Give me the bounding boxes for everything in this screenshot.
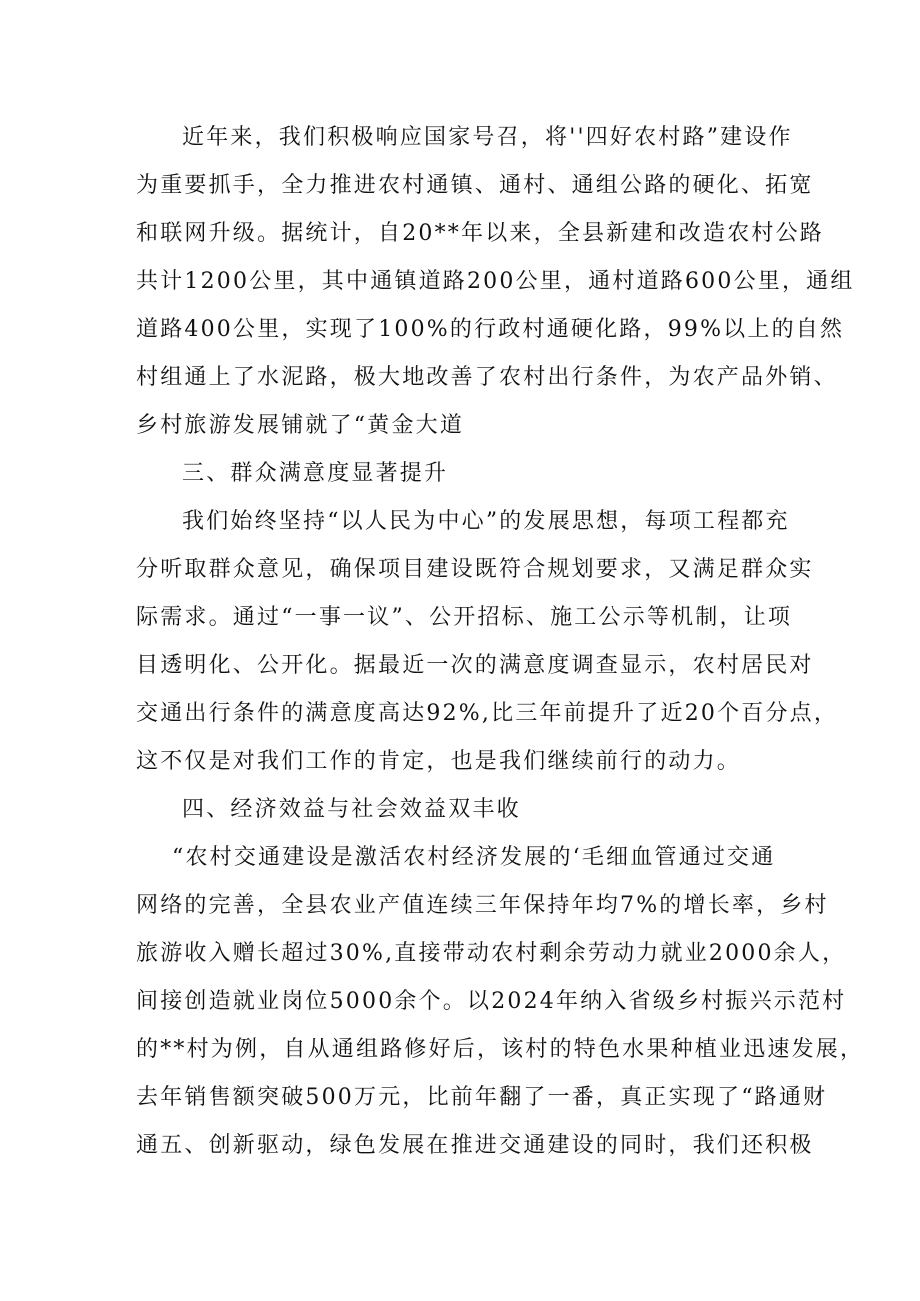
section-heading-4: 四、经济效益与社会效益双丰收 bbox=[182, 797, 521, 822]
paragraph-1-line-6: 村组通上了水泥路，极大地改善了农村出行条件，为农产品外销、 bbox=[136, 365, 838, 390]
paragraph-1-line-4: 共计1200公里，其中通镇道路200公里，通村道路600公里，通组 bbox=[136, 269, 855, 294]
paragraph-1-line-7: 乡村旅游发展铺就了“黄金大道 bbox=[136, 413, 465, 438]
paragraph-1-line-5: 道路400公里，实现了100%的行政村通硬化路，99%以上的自然 bbox=[136, 317, 845, 342]
paragraph-3-line-1: “农村交通建设是激活农村经济发展的‘毛细血管通过交通 bbox=[172, 845, 776, 870]
paragraph-3-line-5: 的**村为例，自从通组路修好后，该村的特色水果种植业迅速发展， bbox=[136, 1037, 865, 1062]
paragraph-3-line-7: 通五、创新驱动，绿色发展在推进交通建设的同时，我们还积极 bbox=[136, 1133, 814, 1158]
paragraph-1-line-2: 为重要抓手，全力推进农村通镇、通村、通组公路的硬化、拓宽 bbox=[136, 173, 814, 198]
paragraph-2-line-3: 际需求。通过“一事一议”、公开招标、施工公示等机制，让项 bbox=[136, 605, 793, 630]
paragraph-2-line-4: 目透明化、公开化。据最近一次的满意度调查显示，农村居民对 bbox=[136, 653, 814, 678]
paragraph-1-line-1: 近年来，我们积极响应国家号召，将''四好农村路”建设作 bbox=[182, 125, 793, 150]
paragraph-2-line-1: 我们始终坚持“以人民为中心”的发展思想，每项工程都充 bbox=[182, 509, 790, 534]
paragraph-3-line-2: 网络的完善，全县农业产值连续三年保持年均7%的增长率，乡村 bbox=[136, 893, 829, 918]
paragraph-2-line-2: 分听取群众意见，确保项目建设既符合规划要求，又满足群众实 bbox=[136, 557, 814, 582]
section-heading-3: 三、群众满意度显著提升 bbox=[182, 461, 449, 486]
paragraph-3-line-4: 间接创造就业岗位5000余个。以2024年纳入省级乡村振兴示范村 bbox=[136, 989, 847, 1014]
paragraph-3-line-3: 旅游收入赠长超过30%,直接带动农村剩余劳动力就业2000余人， bbox=[136, 941, 847, 966]
paragraph-2-line-6: 这不仅是对我们工作的肯定，也是我们继续前行的动力。 bbox=[136, 749, 742, 774]
paragraph-2-line-5: 交通出行条件的满意度高达92%,比三年前提升了近20个百分点， bbox=[136, 701, 839, 726]
paragraph-1-line-3: 和联网升级。据统计，自20**年以来，全县新建和改造农村公路 bbox=[136, 221, 824, 246]
paragraph-3-line-6: 去年销售额突破500万元，比前年翻了一番，真正实现了“路通财 bbox=[136, 1085, 828, 1110]
